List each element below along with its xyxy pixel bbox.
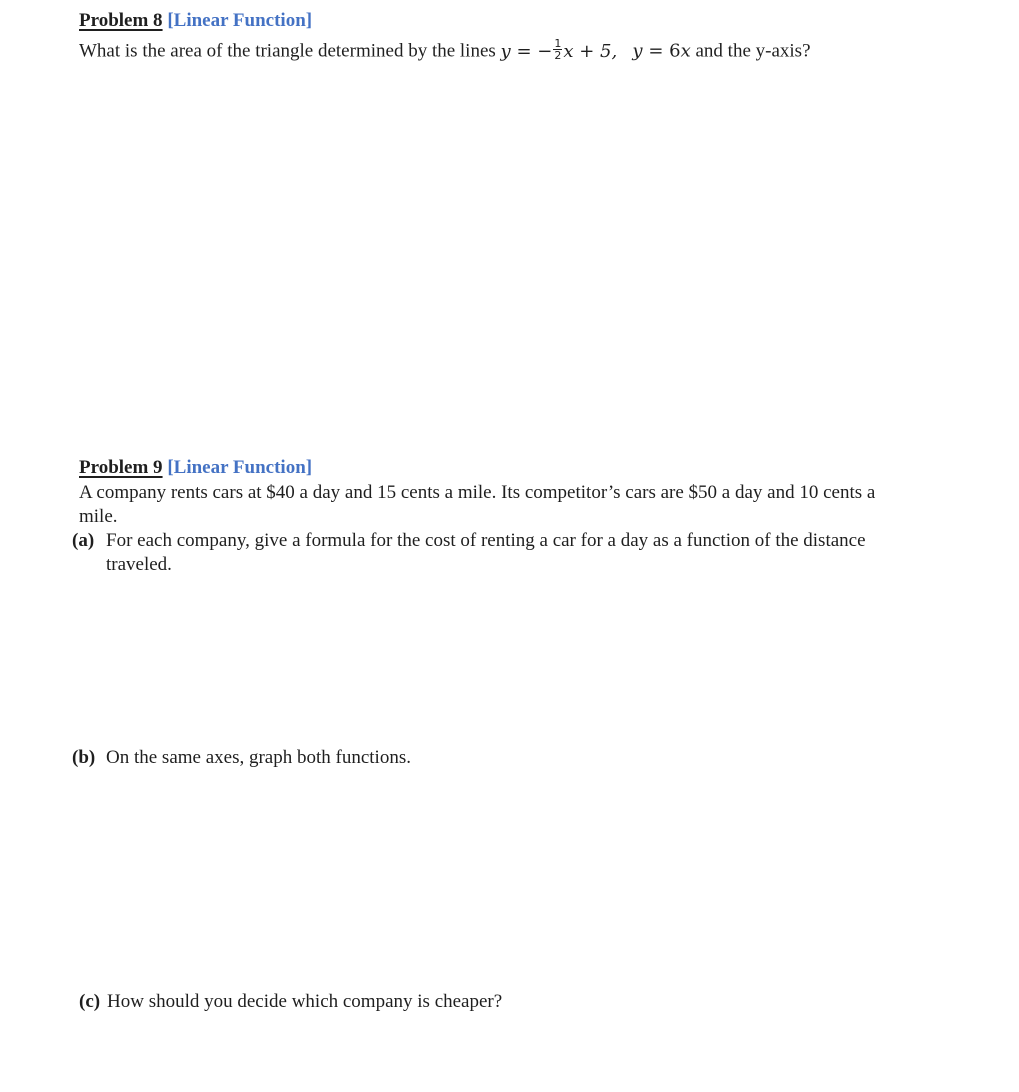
equation-2	[632, 41, 690, 62]
eq1-equals: = −	[510, 40, 553, 62]
part-b-text: On the same axes, graph both functions.	[106, 747, 411, 768]
eq2-lhs: y	[632, 40, 643, 62]
problem-8-topic: [Linear Function]	[167, 10, 313, 31]
part-c-label: (c)	[79, 991, 101, 1012]
one-half-fraction	[553, 38, 562, 61]
part-c-text: How should you decide which company is cheaper?	[107, 991, 503, 1012]
problem-9-number: Problem 9	[79, 457, 163, 478]
question-text-start: What is the area of the triangle determined by the lines	[79, 40, 501, 62]
equation-1	[500, 37, 623, 62]
problem-9-heading	[79, 457, 312, 479]
part-a-line-2: traveled.	[106, 554, 172, 575]
eq2-equals: = 6	[642, 40, 681, 62]
problem-9-topic: [Linear Function]	[167, 457, 313, 478]
problem-8-question	[79, 37, 811, 63]
eq1-lhs: y	[500, 40, 511, 62]
part-a-line-1: For each company, give a formula for the cost of renting a car for a day as a function of the distance	[106, 530, 866, 551]
problem-8-number: Problem 8	[79, 10, 163, 31]
fraction-denominator: 2	[554, 49, 562, 62]
problem-9-intro-line-2: mile.	[79, 506, 118, 527]
fraction-numerator: 1	[554, 37, 562, 50]
question-text-end: and the y-axis?	[690, 40, 811, 62]
part-b-label: (b)	[72, 747, 96, 768]
eq2-var: x	[680, 40, 691, 62]
problem-9-intro-line-1: A company rents cars at $40 a day and 15 cents a mile. Its competitor’s cars are $50 a day and 10 cents a	[79, 482, 876, 503]
part-a-label: (a)	[72, 530, 95, 551]
problem-8-heading	[79, 10, 312, 32]
eq1-rest: x + 5,	[563, 40, 618, 62]
